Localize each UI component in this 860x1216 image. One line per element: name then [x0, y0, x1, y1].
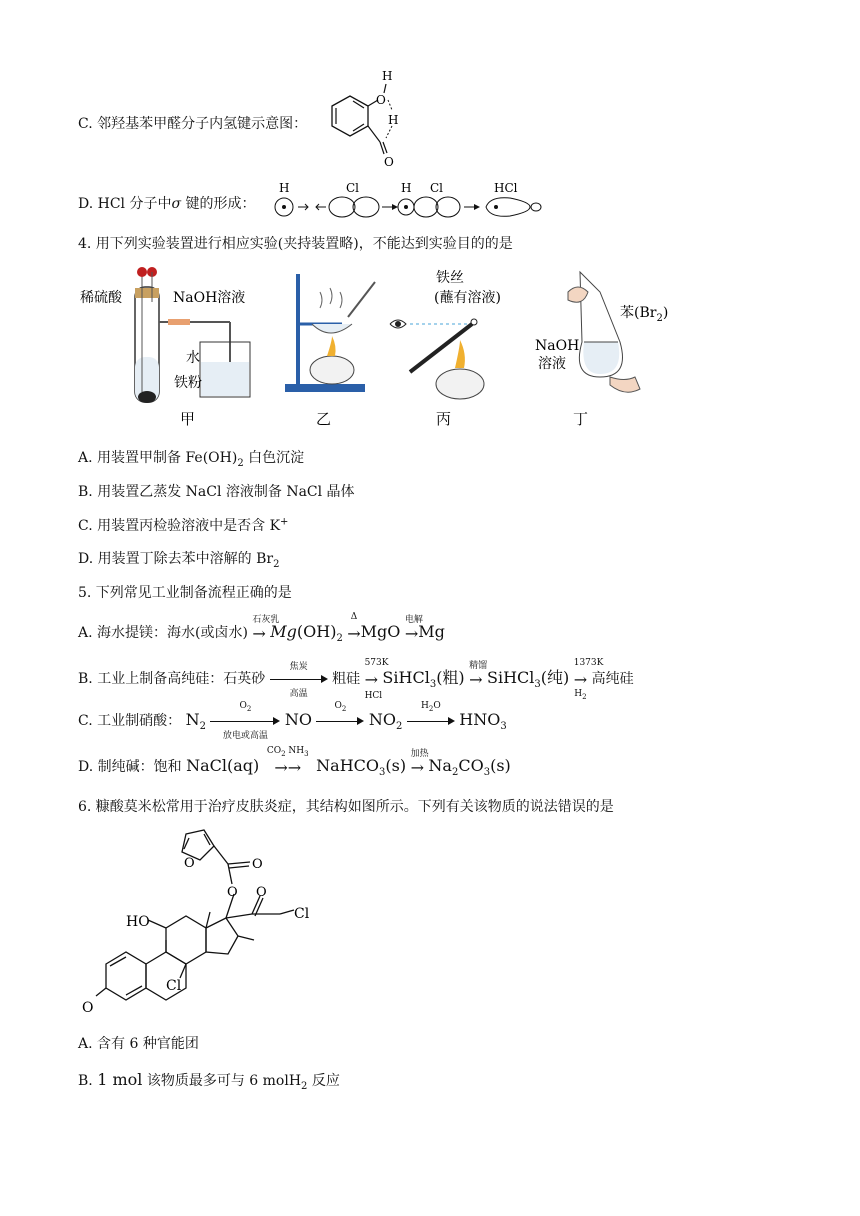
label-water: 水 — [186, 350, 200, 366]
q5-option-b: B. 工业上制备高纯硅：石英砂 焦炭 高温 粗硅 573K → HCl SiHCl$_3$(粗) 精馏 → SiHCl$_3$(纯) 1373K → $H_2$ 高纯硅 — [78, 657, 634, 701]
mometasone-structure — [76, 822, 336, 1022]
apparatus-yi — [285, 274, 375, 428]
label-wire: 铁丝 — [436, 270, 464, 286]
label-naoh: NaOH溶液 — [173, 290, 246, 306]
label-iron: 铁粉 — [174, 375, 202, 391]
label-acid: 稀硫酸 — [80, 290, 122, 306]
caption-bing: 丙 — [436, 410, 452, 428]
h-atom-top: H — [382, 69, 393, 83]
h-atom-bond: H — [388, 113, 399, 127]
atom-o-furan: O — [184, 856, 195, 871]
atom-cl-chain: Cl — [294, 906, 310, 922]
atom-o-ester: O — [227, 885, 238, 900]
salicylaldehyde-structure — [322, 66, 412, 176]
hcl-label: HCl — [494, 181, 518, 195]
atom-o-ketone-ring: O — [82, 1000, 94, 1016]
label-wire-solution: (蘸有溶液) — [434, 290, 501, 306]
apparatus-ding — [535, 272, 668, 428]
o-atom-hydroxyl: O — [376, 93, 386, 107]
label-naoh2a: NaOH — [535, 338, 580, 354]
q6-stem: 6. 糠酸莫米松常用于治疗皮肤炎症，其结构如图所示。下列有关该物质的说法错误的是 — [78, 799, 614, 815]
option-c-prev: C. 邻羟基苯甲醛分子内氢键示意图： — [78, 116, 308, 132]
cl-label-2: Cl — [430, 181, 444, 195]
option-d-prev: D. HCl 分子中σ 键的形成： — [78, 196, 256, 212]
apparatus-bing — [390, 269, 501, 428]
q4-option-b: B. 用装置乙蒸发 NaCl 溶液制备 NaCl 晶体 — [78, 484, 355, 500]
label-benzene: 苯$(Br_2)$ — [620, 305, 669, 324]
atom-ho: HO — [126, 914, 150, 930]
caption-yi: 乙 — [316, 410, 332, 428]
q5-option-c: C. 工业制硝酸： $N_2$ $O_2$ 放电或高温 NO $O_2$ $NO_2$ $H_2O$ $HNO_3$ — [78, 701, 507, 741]
atom-cl-ring: Cl — [166, 978, 182, 994]
h-label-1: H — [279, 181, 290, 195]
cl-label-1: Cl — [346, 181, 360, 195]
atom-o-ester-carbonyl: O — [252, 857, 263, 872]
atom-o-ketone: O — [256, 885, 267, 900]
q4-option-a: A. 用装置甲制备 $Fe(OH)_2$ 白色沉淀 — [78, 450, 305, 469]
label-naoh2b: 溶液 — [538, 356, 566, 372]
caption-ding: 丁 — [573, 410, 589, 428]
q6-option-b: B. 1 mol 该物质最多可与 6 molH$_2$ 反应 — [78, 1070, 340, 1092]
q5-option-d: D. 制纯碱：饱和 NaCl(aq) $CO_2$ $NH_3$ →→ NaHCO$_3$(s) 加热 → $Na_2CO_3(s)$ — [78, 745, 511, 778]
q6-option-a: A. 含有 6 种官能团 — [78, 1036, 199, 1052]
sigma-bond-diagram — [268, 180, 548, 220]
apparatus-jia — [80, 267, 250, 428]
q4-stem: 4. 用下列实验装置进行相应实验(夹持装置略)，不能达到实验目的的是 — [78, 236, 513, 252]
q4-option-d: D. 用装置丁除去苯中溶解的 $Br_2$ — [78, 551, 280, 570]
apparatus-figure — [80, 262, 680, 432]
h-label-2: H — [401, 181, 412, 195]
q5-stem: 5. 下列常见工业制备流程正确的是 — [78, 585, 292, 601]
o-atom-carbonyl: O — [384, 155, 394, 169]
caption-jia: 甲 — [180, 410, 196, 428]
q5-option-a: A. 海水提镁：海水(或卤水) 石灰乳 → $Mg(OH)_2$ Δ →MgO 电解 →Mg — [78, 611, 445, 644]
q4-option-c: C. 用装置丙检验溶液中是否含 K+ — [78, 516, 289, 534]
